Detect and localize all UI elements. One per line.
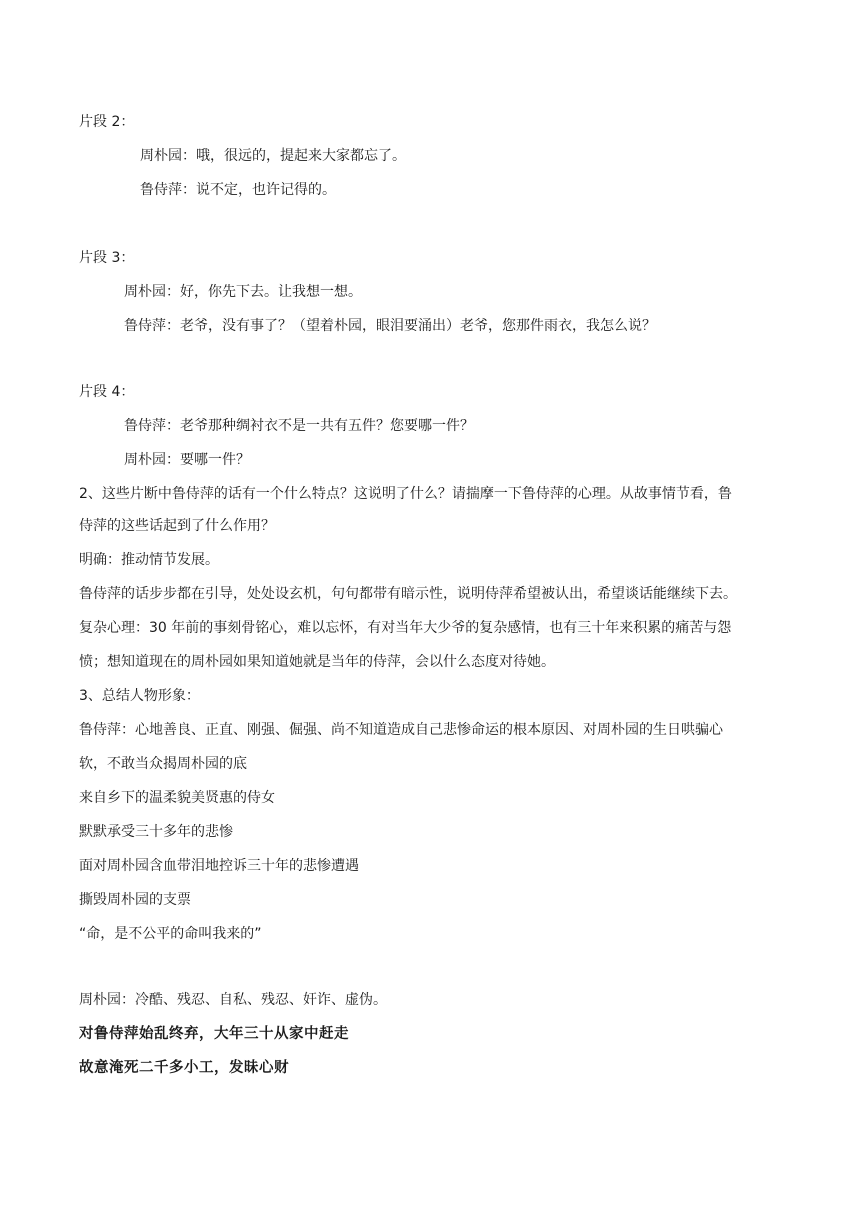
lu-shiping-item-4: 撕毁周朴园的支票 (79, 892, 191, 908)
segment-4-line-2: 周朴园：要哪一件？ (124, 452, 250, 468)
lu-shiping-traits-line-2: 软，不敢当众揭周朴园的底 (79, 756, 247, 772)
segment-3-line-1: 周朴园：好，你先下去。让我想一想。 (124, 284, 362, 300)
segment-3-heading: 片段 3： (79, 250, 135, 266)
question-2-line-2: 侍萍的这些话起到了什么作用？ (79, 518, 275, 534)
question-2-line-1: 2、这些片断中鲁侍萍的话有一个什么特点？这说明了什么？请揣摩一下鲁侍萍的心理。从故事情节看，鲁 (79, 486, 732, 502)
lu-shiping-item-2: 默默承受三十多年的悲惨 (79, 824, 233, 840)
question-2-paragraph-1: 鲁侍萍的话步步都在引导，处处设玄机，句句都带有暗示性，说明侍萍希望被认出，希望谈话能继续下去。 (79, 586, 737, 602)
lu-shiping-traits-line-1: 鲁侍萍：心地善良、正直、刚强、倔强、尚不知道造成自己悲惨命运的根本原因、对周朴园的生日哄骗心 (79, 722, 723, 738)
lu-shiping-item-1: 来自乡下的温柔貌美贤惠的侍女 (79, 790, 275, 806)
segment-2-heading: 片段 2： (79, 114, 135, 130)
question-2-answer: 明确：推动情节发展。 (79, 552, 219, 568)
question-2-paragraph-2-line-2: 愤；想知道现在的周朴园如果知道她就是当年的侍萍，会以什么态度对待她。 (79, 654, 555, 670)
segment-2-line-2: 鲁侍萍：说不定，也许记得的。 (140, 182, 336, 198)
segment-3-line-2: 鲁侍萍：老爷，没有事了？（望着朴园，眼泪要涌出）老爷，您那件雨衣，我怎么说？ (124, 318, 656, 334)
zhou-puyuan-traits: 周朴园：冷酷、残忍、自私、残忍、奸诈、虚伪。 (79, 992, 387, 1008)
segment-4-line-1: 鲁侍萍：老爷那种绸衬衣不是一共有五件？您要哪一件？ (124, 418, 474, 434)
question-3-title: 3、总结人物形象： (79, 688, 200, 704)
segment-4-heading: 片段 4： (79, 384, 135, 400)
zhou-puyuan-bold-line-1: 对鲁侍萍始乱终弃，大年三十从家中赶走 (79, 1025, 349, 1042)
lu-shiping-item-3: 面对周朴园含血带泪地控诉三十年的悲惨遭遇 (79, 858, 359, 874)
segment-2-line-1: 周朴园：哦，很远的，提起来大家都忘了。 (140, 148, 406, 164)
question-2-paragraph-2-line-1: 复杂心理：30 年前的事刻骨铭心，难以忘怀，有对当年大少爷的复杂感情，也有三十年来积累的痛苦与怨 (79, 620, 732, 636)
lu-shiping-item-5: “命，是不公平的命叫我来的” (79, 926, 262, 942)
zhou-puyuan-bold-line-2: 故意淹死二千多小工，发昧心财 (79, 1059, 289, 1076)
